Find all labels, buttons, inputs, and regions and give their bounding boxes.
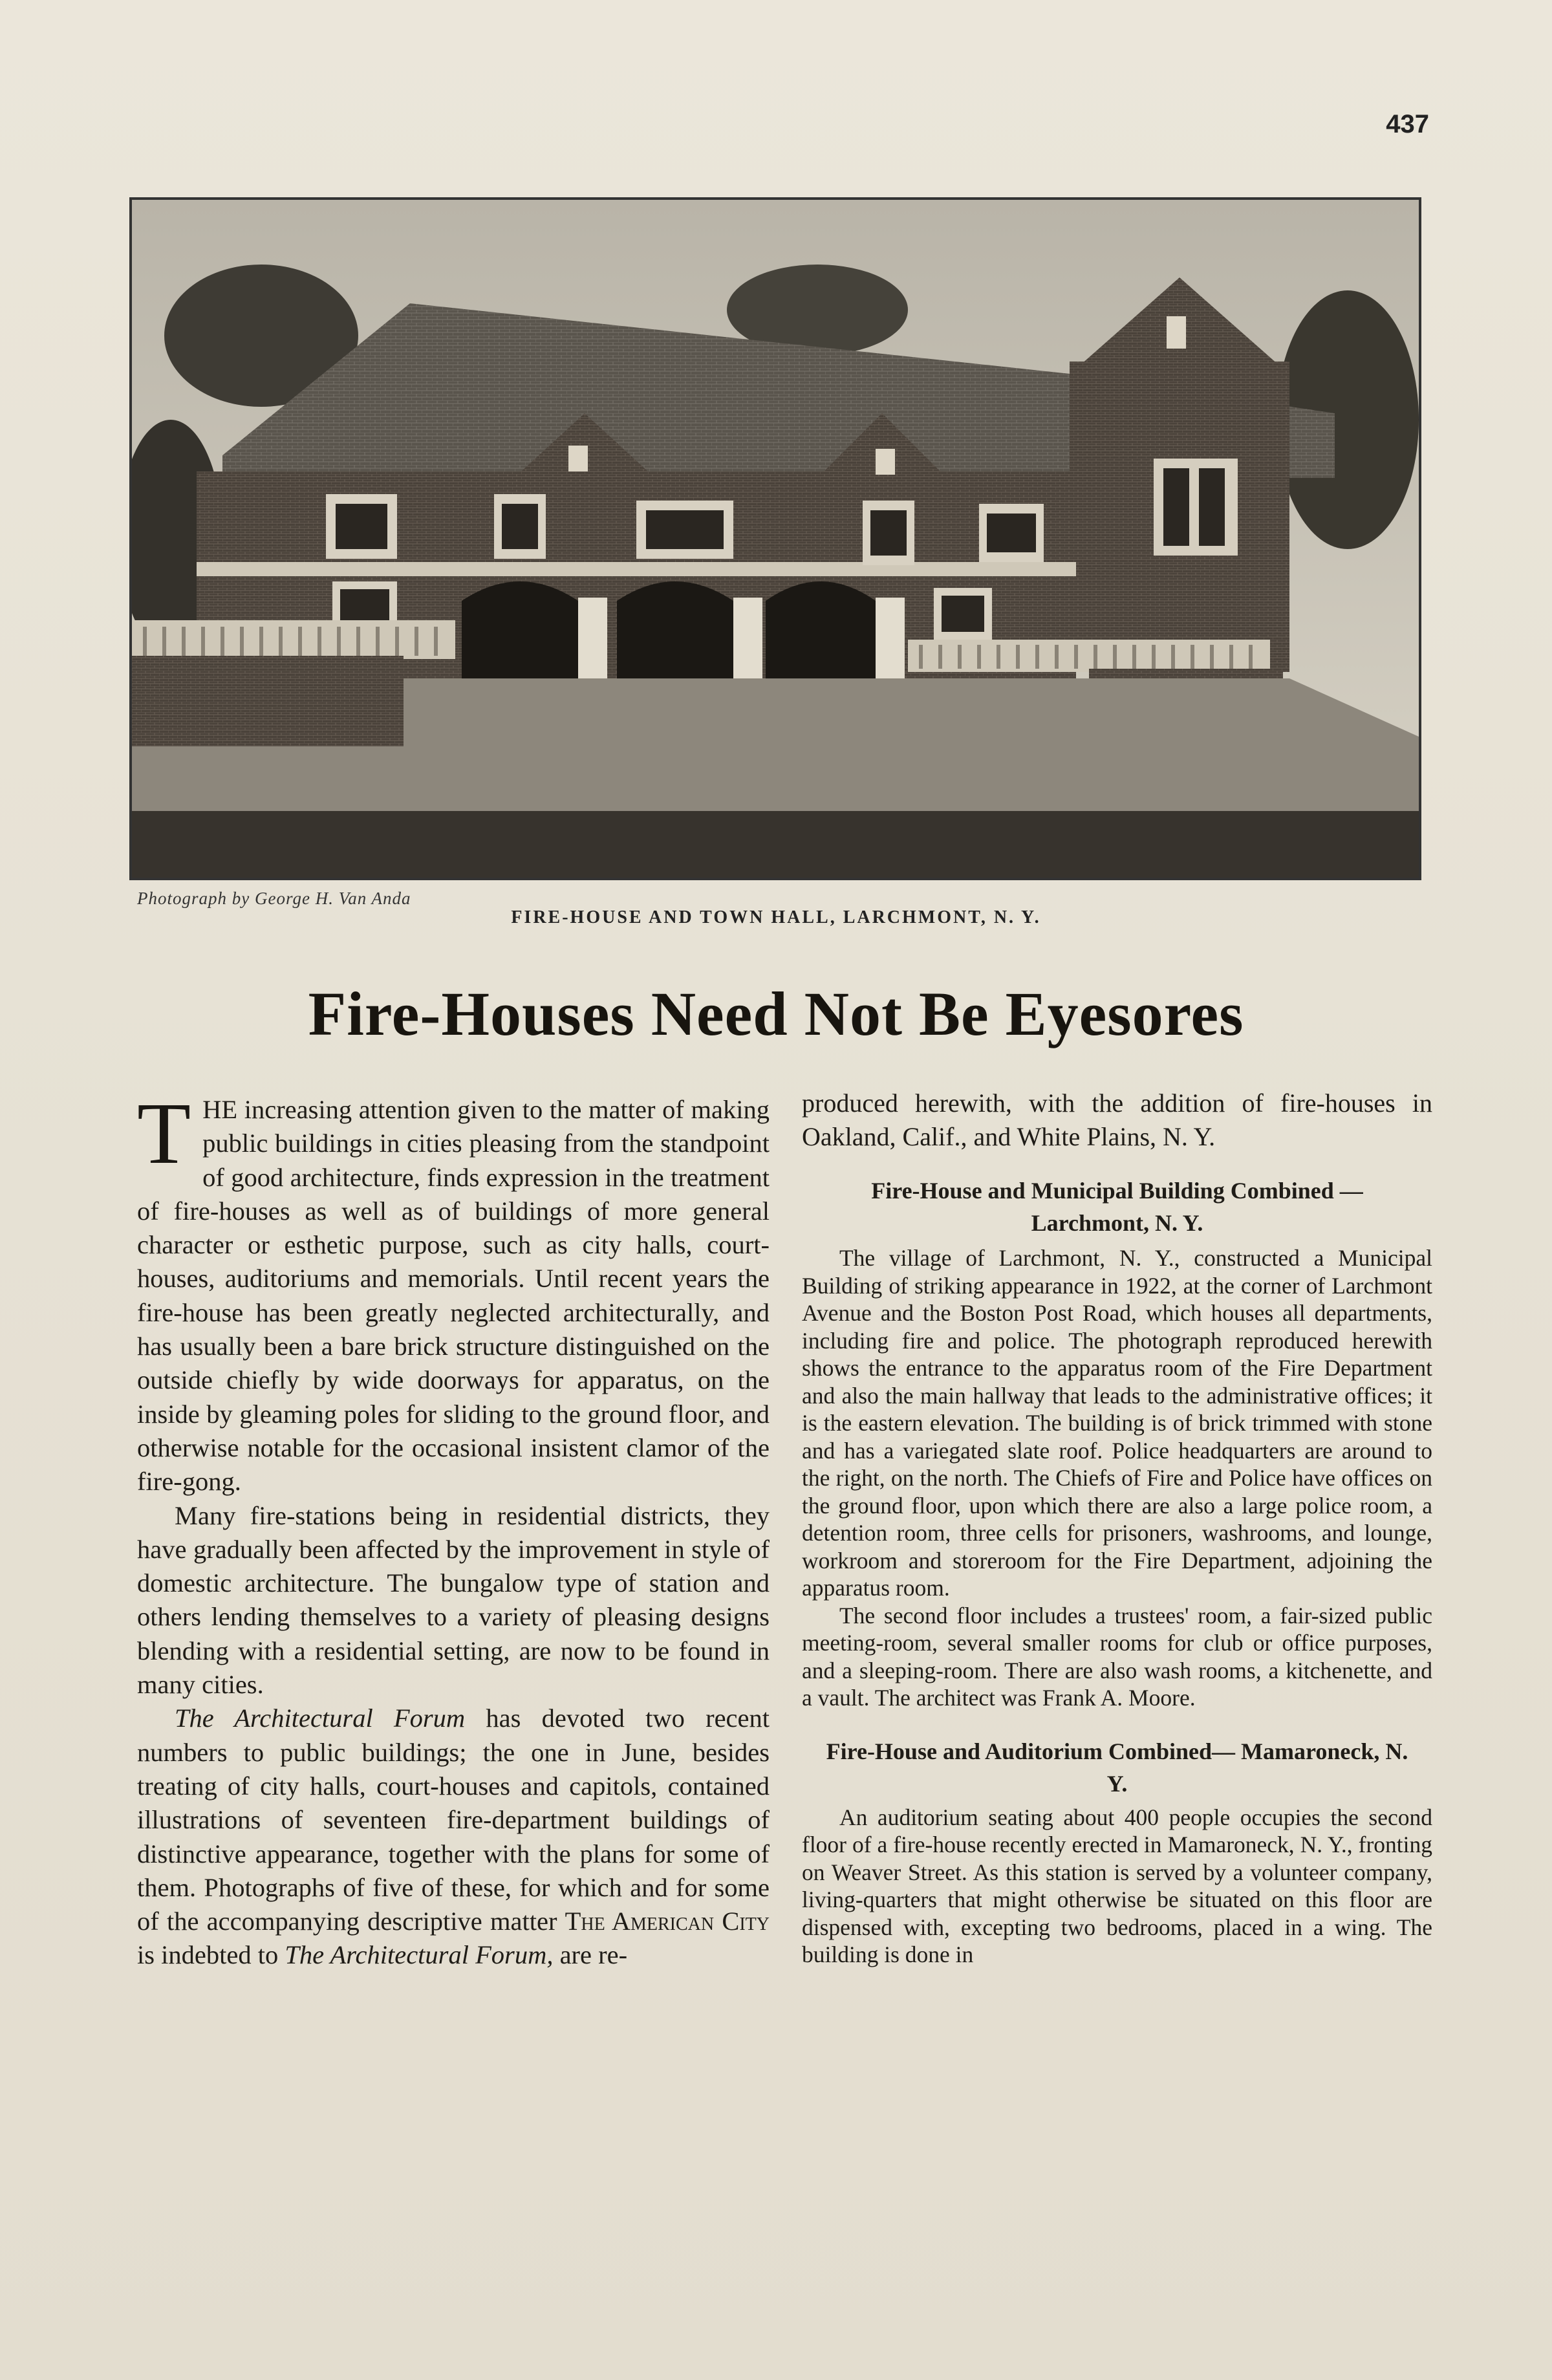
publication-title: The Architectural Forum, [285,1940,554,1970]
right-column [802,1087,1432,1969]
publication-title: The Architectural Forum [175,1704,466,1733]
paragraph-residential: Many fire-stations being in residential districts, they have gradually been affected by the improvement in style of domestic architecture. The bungalow type of station and others lending themselves to a variety of pleasing designs blending with a residential setting, are now to be found in many cities. [137,1500,770,1700]
paragraph-forum: The Architectural Forum has devoted two recent numbers to public buildings; the one in June, besides treating of city halls, court-houses and capitols, contained illustrations of seventeen fire-department buildings of distinctive appearance, together with the plans for some of them. Photographs of five of these, for which and for some of the accompanying descriptive matter The American City is indebted to The Architectural Forum, are re- [137,1704,770,1970]
paragraph-larchmont: The village of Larchmont, N. Y., constructed a Municipal Building of striking appearance in 1922, at the corner of Larchmont Avenue and the Boston Post Road, which houses all departments, including fire and police. The photograph reproduced herewith shows the entrance to the apparatus room of the Fire Department and also the main hallway that leads to the administrative offices; it is the eastern elevation. The building is of brick trimmed with stone and has a variegated slate roof. Police headquarters are around to the right, on the north. The Chiefs of Fire and Police have offices on the ground floor, upon which there are also a large police room, a detention room, three cells for prisoners, washrooms, and lounge, workroom and storeroom for the Fire Department, adjoining the apparatus room. [802,1245,1432,1601]
fire-house-photograph [129,197,1421,880]
photo-caption: FIRE-HOUSE AND TOWN HALL, LARCHMONT, N. Y. [511,907,1041,927]
page-number: 437 [1386,110,1429,138]
building-illustration [132,200,1419,878]
paragraph-intro: THE increasing attention given to the matter of making public buildings in cities pleasing from the standpoint of good architecture, finds expression in the treatment of fire-houses as well as of buildings of more general character or esthetic purpose, such as city halls, court-houses, auditoriums and memorials. Until recent years the fire-house has been greatly neglected architecturally, and has usually been a bare brick structure distinguished on the outside chiefly by wide doorways for apparatus, on the inside by gleaming poles for sliding to the ground floor, and otherwise notable for the occasional insistent clamor of the fire-gong. [137,1085,770,1497]
left-column [137,1085,770,1973]
paragraph-mamaroneck: An auditorium seating about 400 people occupies the second floor of a fire-house recently erected in Mamaroneck, N. Y., fronting on Weaver Street. As this station is served by a volunteer company, living-quarters that might otherwise be situated on this floor are dispensed with, excepting two bedrooms, placed in a wing. The building is done in [802,1804,1432,1967]
photo-credit: Photograph by George H. Van Anda [137,889,411,908]
subheading-larchmont: Fire-House and Municipal Building Combined —Larchmont, N. Y. [871,1178,1363,1236]
drop-cap: T [137,1085,191,1182]
paragraph-continued: produced herewith, with the addition of fire-houses in Oakland, Calif., and White Plains, N. Y. [802,1088,1432,1151]
paragraph-second-floor: The second floor includes a trustees' room, a fair-sized public meeting-room, several smaller rooms for club or office purposes, and a sleeping-room. There are also wash rooms, a kitchenette, and a vault. The architect was Frank A. Moore. [802,1602,1432,1711]
publication-name: The American City [565,1907,770,1936]
subheading-mamaroneck: Fire-House and Auditorium Combined— Mamaroneck, N. Y. [826,1738,1408,1797]
article-headline: Fire-Houses Need Not Be Eyesores [308,979,1244,1048]
